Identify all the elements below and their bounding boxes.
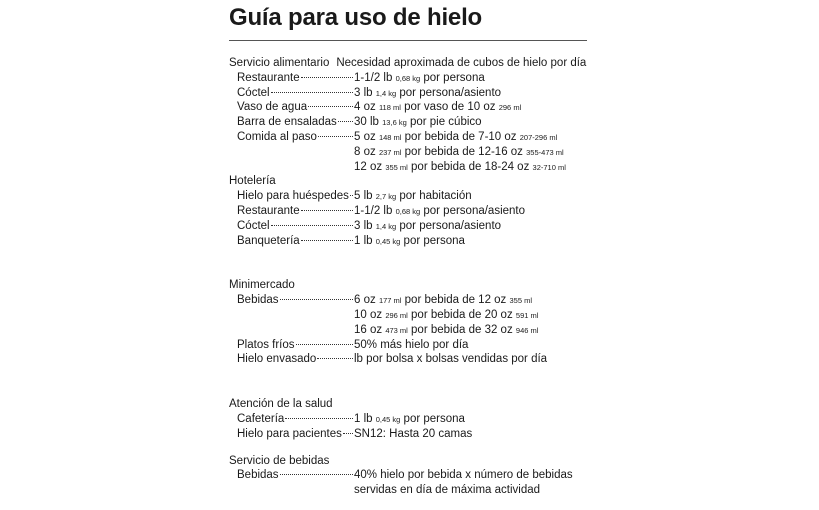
value-text: por persona: [400, 412, 465, 425]
value-text: por bebida de 32 oz: [407, 323, 516, 336]
value-text: 8 oz: [354, 145, 379, 158]
title-divider: [229, 40, 587, 41]
metric-unit: 473 ml: [385, 325, 408, 335]
row-label: [229, 293, 354, 308]
value-text: lb por bolsa x bolsas vendidas por día: [354, 353, 548, 366]
metric-unit: 0,68 kg: [395, 206, 421, 216]
table-row: [229, 352, 649, 367]
value-text: 5 oz: [354, 130, 379, 143]
row-value: [354, 323, 649, 338]
minimarket-rows: [229, 293, 649, 367]
row-value: [354, 338, 649, 353]
value-text: 1-1/2 lb: [354, 71, 396, 84]
metric-unit: 355 ml: [509, 296, 533, 306]
value-text: por bebida de 12 oz: [401, 294, 510, 307]
table-row: [229, 130, 649, 145]
dot-leader: [271, 225, 353, 226]
value-text: 1-1/2 lb: [354, 204, 396, 217]
row-label-text: Restaurante: [237, 204, 300, 217]
row-label: [229, 100, 354, 115]
row-label: [229, 115, 354, 130]
row-label: [229, 145, 354, 160]
row-value: [354, 427, 649, 442]
dot-leader: [285, 418, 353, 419]
row-label-text: Platos fríos: [237, 338, 295, 351]
header-requirement: Necesidad aproximada de cubos de hielo por día: [336, 57, 587, 69]
table-row: [229, 86, 649, 101]
row-label: [229, 308, 354, 323]
row-value: [354, 71, 649, 86]
row-value: [354, 308, 649, 323]
table-row: [229, 189, 649, 204]
metric-unit: 0,45 kg: [375, 236, 401, 246]
row-label: [229, 427, 354, 442]
dot-leader: [350, 195, 353, 196]
row-value: [354, 204, 649, 219]
table-row: [229, 293, 649, 308]
section-heading-drinks: Servicio de bebidas: [229, 454, 330, 467]
metric-unit: 177 ml: [378, 296, 402, 306]
table-row: [229, 145, 649, 160]
dot-leader: [301, 77, 353, 78]
value-text: 1 lb: [354, 412, 376, 425]
metric-unit: 296 ml: [498, 103, 522, 113]
value-text: por vaso de 10 oz: [400, 101, 499, 114]
row-label-text: Vaso de agua: [237, 101, 308, 114]
dot-leader: [271, 92, 353, 93]
section-heading-health: Atención de la salud: [229, 398, 333, 411]
value-text: 40% hielo por bebida x número de bebidas: [354, 469, 573, 482]
table-row: [229, 160, 649, 175]
value-text: por bebida de 7-10 oz: [401, 130, 520, 143]
value-text: 16 oz: [354, 323, 386, 336]
dot-leader: [318, 136, 353, 137]
row-label-text: Cóctel: [237, 86, 270, 99]
row-label: [229, 71, 354, 86]
value-text: 10 oz: [354, 308, 386, 321]
metric-unit: 118 ml: [378, 103, 401, 113]
section-heading-minimarket: Minimercado: [229, 279, 295, 292]
value-text: 50% más hielo por día: [354, 338, 469, 351]
value-text: por bebida de 12-16 oz: [401, 145, 527, 158]
page-title: Guía para uso de hielo: [229, 4, 482, 31]
value-text: por bebida de 20 oz: [407, 308, 516, 321]
metric-unit: 591 ml: [515, 310, 539, 320]
row-label-text: Hielo para huéspedes: [237, 190, 349, 203]
metric-unit: 2,7 kg: [375, 192, 397, 202]
row-value: [354, 115, 649, 130]
table-header: [229, 56, 649, 71]
value-text: 3 lb: [354, 219, 376, 232]
row-label: [229, 86, 354, 101]
value-text: por persona/asiento: [420, 204, 526, 217]
value-text: SN12: Hasta 20 camas: [354, 427, 473, 440]
table-row: [229, 219, 649, 234]
row-label-text: Barra de ensaladas: [237, 116, 337, 129]
value-text: 12 oz: [354, 160, 386, 173]
value-text: por persona: [420, 71, 485, 84]
value-text: 30 lb: [354, 116, 383, 129]
metric-unit: 355-473 ml: [526, 147, 564, 157]
dot-leader: [280, 474, 353, 475]
row-value: [354, 160, 649, 175]
row-value: [354, 234, 649, 249]
section-heading-hotel: Hotelería: [229, 175, 276, 188]
value-text: por pie cúbico: [406, 116, 482, 129]
metric-unit: 1,4 kg: [375, 88, 397, 98]
value-text: por persona/asiento: [396, 219, 502, 232]
row-label-text: Bebidas: [237, 294, 279, 307]
row-label-text: Hielo envasado: [237, 353, 317, 366]
row-label-text: Comida al paso: [237, 130, 317, 143]
dot-leader: [301, 210, 353, 211]
spacer: [229, 442, 649, 454]
row-value: [354, 412, 649, 427]
value-text: 3 lb: [354, 86, 376, 99]
value-text: por bebida de 18-24 oz: [407, 160, 533, 173]
row-label-text: Hielo para pacientes: [237, 427, 342, 440]
value-text: 4 oz: [354, 101, 379, 114]
spacer: [229, 248, 649, 278]
row-label: [229, 204, 354, 219]
metric-unit: 13,6 kg: [382, 118, 407, 128]
dot-leader: [308, 106, 353, 107]
value-text: por persona: [400, 234, 465, 247]
table-row: [229, 71, 649, 86]
row-label: [229, 323, 354, 338]
table-row: [229, 204, 649, 219]
header-category: Servicio alimentario: [229, 57, 330, 69]
table-row: [229, 115, 649, 130]
row-value: [354, 468, 649, 483]
dot-leader: [338, 121, 353, 122]
hotel-rows: [229, 189, 649, 248]
metric-unit: 0,45 kg: [375, 414, 401, 424]
dot-leader: [343, 433, 353, 434]
dot-leader: [296, 344, 353, 345]
dot-leader: [301, 240, 353, 241]
row-value: [354, 219, 649, 234]
row-label: [229, 338, 354, 353]
metric-unit: 32-710 ml: [532, 162, 566, 172]
table-row: [229, 427, 649, 442]
table-row: [229, 234, 649, 249]
table-row: [229, 323, 649, 338]
row-value: [354, 130, 649, 145]
row-label-text: Restaurante: [237, 71, 300, 84]
row-label-text: Bebidas: [237, 469, 279, 482]
row-value: [354, 352, 649, 367]
value-text: 6 oz: [354, 294, 379, 307]
health-rows: [229, 412, 649, 442]
value-text: servidas en día de máxima actividad: [354, 484, 541, 497]
row-value: [354, 293, 649, 308]
value-text: 5 lb: [354, 190, 376, 203]
row-label-text: Cóctel: [237, 219, 270, 232]
metric-unit: 1,4 kg: [375, 221, 397, 231]
table-row: [229, 468, 649, 483]
dot-leader: [280, 299, 353, 300]
row-label: [229, 219, 354, 234]
table-row: [229, 338, 649, 353]
dot-leader: [317, 358, 353, 359]
row-value: [354, 100, 649, 115]
table-row: [229, 412, 649, 427]
value-text: 1 lb: [354, 234, 376, 247]
row-label: [229, 160, 354, 175]
spacer: [229, 367, 649, 397]
row-value: [354, 483, 649, 498]
row-label: [229, 189, 354, 204]
row-label-text: Banquetería: [237, 234, 300, 247]
metric-unit: 355 ml: [385, 162, 408, 172]
value-text: por persona/asiento: [396, 86, 502, 99]
drinks-rows: [229, 468, 649, 498]
row-label: [229, 130, 354, 145]
table-row: [229, 483, 649, 498]
row-label: [229, 412, 354, 427]
table-row: [229, 100, 649, 115]
metric-unit: 207-296 ml: [519, 132, 558, 142]
row-value: [354, 145, 649, 160]
value-text: por habitación: [396, 190, 472, 203]
food-service-rows: [229, 71, 649, 175]
metric-unit: 296 ml: [385, 310, 408, 320]
metric-unit: 946 ml: [515, 325, 539, 335]
row-label: [229, 352, 354, 367]
row-label: [229, 234, 354, 249]
row-value: [354, 86, 649, 101]
row-label: [229, 483, 354, 498]
row-label: [229, 468, 354, 483]
metric-unit: 237 ml: [378, 147, 402, 157]
row-label-text: Cafetería: [237, 412, 285, 425]
metric-unit: 0,68 kg: [395, 73, 421, 83]
row-value: [354, 189, 649, 204]
ice-usage-guide: [229, 56, 649, 498]
table-row: [229, 308, 649, 323]
metric-unit: 148 ml: [378, 132, 402, 142]
